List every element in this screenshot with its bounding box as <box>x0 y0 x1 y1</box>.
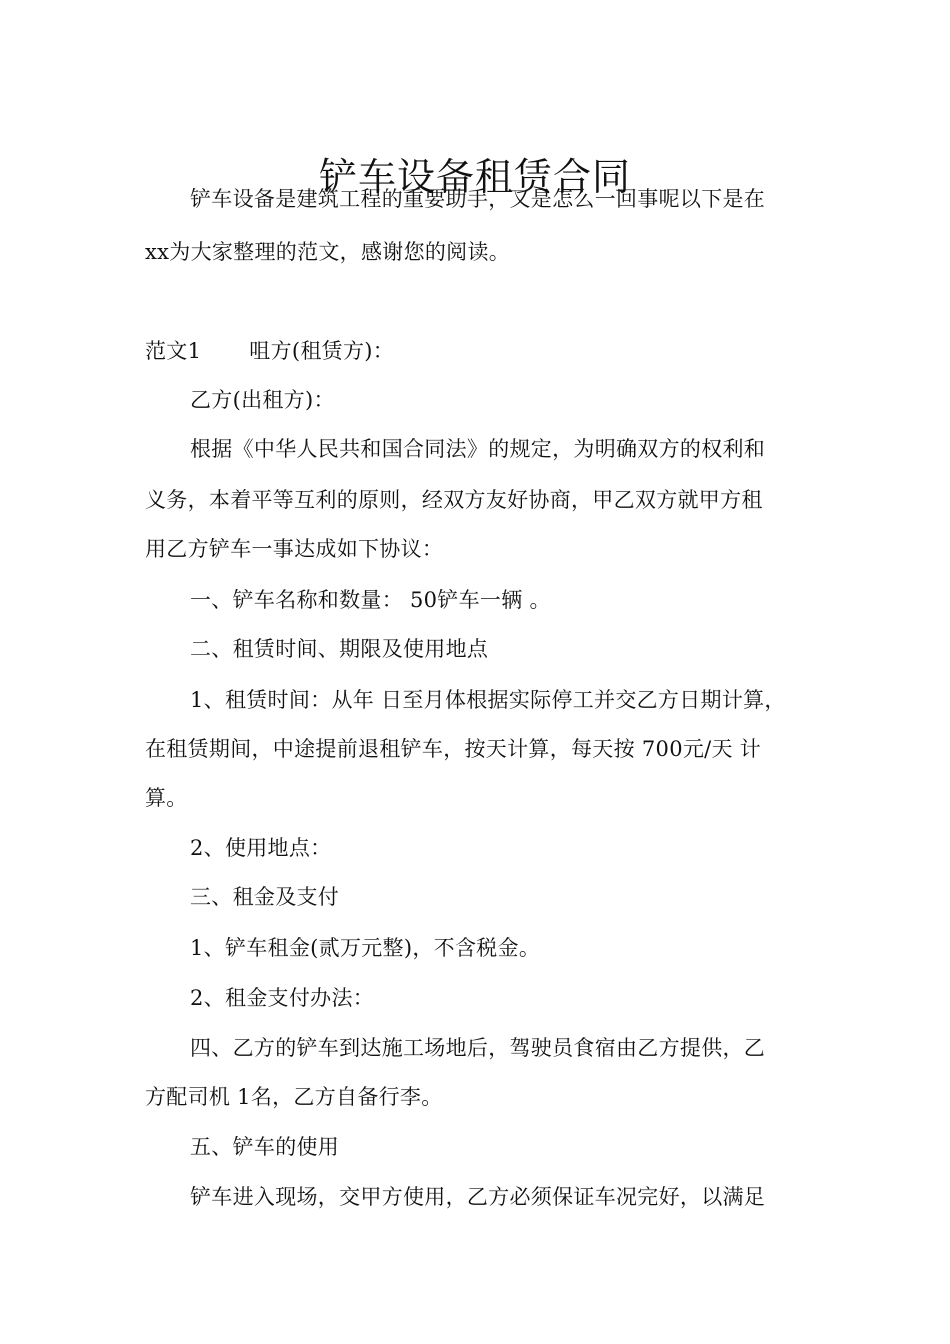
payment-method: 2、租金支付办法： <box>190 986 375 1010</box>
contract-paragraph-line-1: 根据《中华人民共和国合同法》的规定，为明确双方的权利和 <box>190 437 766 461</box>
lease-time-line-1: 1、租赁时间：从年 日至月体根据实际停工并交乙方日期计算， <box>190 688 786 712</box>
party-b-label: 乙方(出租方)： <box>190 388 335 412</box>
section-four-line-1: 四、乙方的铲车到达施工场地后，驾驶员食宿由乙方提供，乙 <box>190 1036 766 1060</box>
contract-paragraph-line-3: 用乙方铲车一事达成如下协议： <box>145 537 444 561</box>
section-four-line-2: 方配司机 1名，乙方自备行李。 <box>145 1085 443 1109</box>
section-one: 一、铲车名称和数量： 50铲车一辆 。 <box>190 588 551 612</box>
section-two: 二、租赁时间、期限及使用地点 <box>190 637 489 661</box>
section-three: 三、租金及支付 <box>190 885 340 909</box>
intro-line-1: 铲车设备是建筑工程的重要助手，又是怎么一回事呢以下是在 <box>190 187 766 211</box>
lease-time-line-3: 算。 <box>145 786 188 810</box>
lease-time-line-2: 在租赁期间，中途提前退租铲车，按天计算，每天按 700元/天 计 <box>145 737 762 761</box>
intro-line-2: xx为大家整理的范文，感谢您的阅读。 <box>145 240 511 264</box>
rent-amount: 1、铲车租金(贰万元整)，不含税金。 <box>190 936 541 960</box>
sample-label: 范文1 <box>145 339 202 363</box>
document-title: 铲车设备租赁合同 <box>318 155 631 200</box>
contract-paragraph-line-2: 义务，本着平等互利的原则，经双方友好协商，甲乙双方就甲方租 <box>145 488 763 512</box>
use-location: 2、使用地点： <box>190 836 332 860</box>
party-a-label: 咀方(租赁方)： <box>249 339 395 363</box>
sample-heading <box>145 336 394 366</box>
section-five-paragraph-line-1: 铲车进入现场，交甲方使用，乙方必须保证车况完好，以满足 <box>190 1185 766 1209</box>
section-five: 五、铲车的使用 <box>190 1135 340 1159</box>
